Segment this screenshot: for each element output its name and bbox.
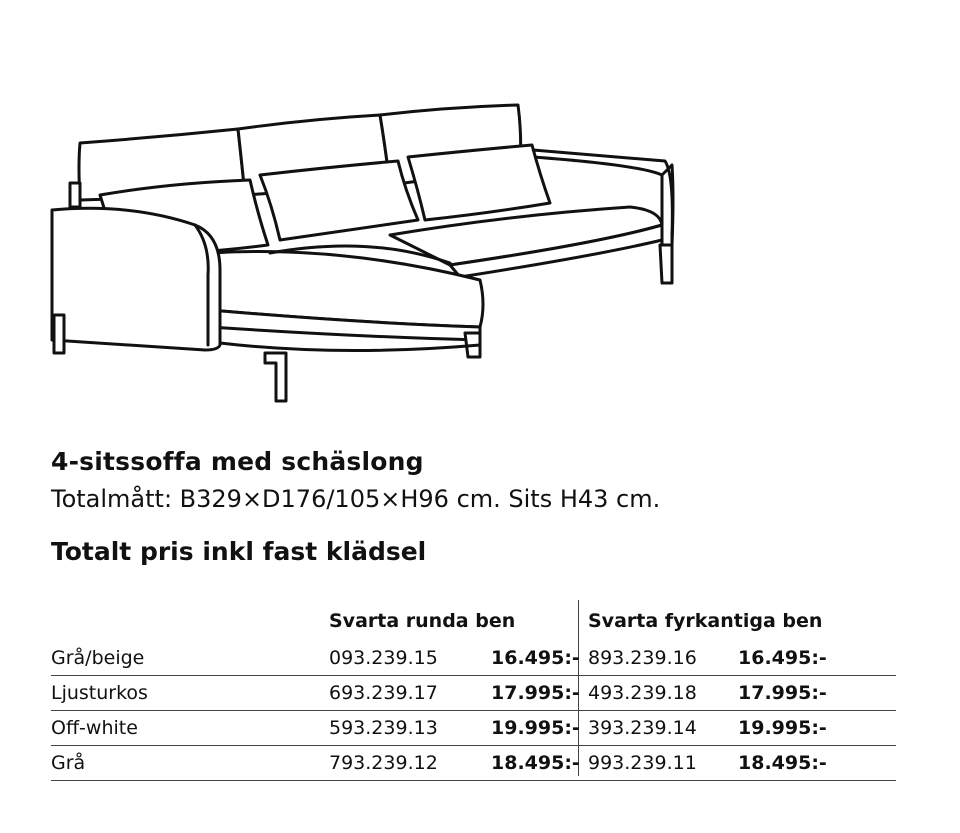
color-name: Grå <box>51 752 86 774</box>
col-header-square-legs: Svarta fyrkantiga ben <box>588 610 823 632</box>
article-number: 393.239.14 <box>588 717 697 739</box>
price: 17.995:- <box>491 682 580 704</box>
product-title: 4-sitssoffa med schäslong <box>51 447 424 476</box>
table-row <box>51 640 896 676</box>
color-name: Grå/beige <box>51 647 145 669</box>
price: 19.995:- <box>738 717 827 739</box>
article-number: 693.239.17 <box>329 682 438 704</box>
article-number: 093.239.15 <box>329 647 438 669</box>
article-number: 793.239.12 <box>329 752 438 774</box>
price: 17.995:- <box>738 682 827 704</box>
price: 16.495:- <box>491 647 580 669</box>
sofa-illustration <box>40 95 690 415</box>
article-number: 893.239.16 <box>588 647 697 669</box>
price: 16.495:- <box>738 647 827 669</box>
color-name: Ljusturkos <box>51 682 148 704</box>
price: 18.495:- <box>491 752 580 774</box>
price-heading: Totalt pris inkl fast klädsel <box>51 537 427 566</box>
col-header-round-legs: Svarta runda ben <box>329 610 516 632</box>
color-name: Off-white <box>51 717 138 739</box>
price: 18.495:- <box>738 752 827 774</box>
article-number: 593.239.13 <box>329 717 438 739</box>
table-row <box>51 675 896 711</box>
table-row <box>51 745 896 781</box>
table-row <box>51 710 896 746</box>
product-dimensions: Totalmått: B329×D176/105×H96 cm. Sits H43 cm. <box>51 485 661 513</box>
article-number: 493.239.18 <box>588 682 697 704</box>
price-table <box>51 600 896 780</box>
article-number: 993.239.11 <box>588 752 697 774</box>
price: 19.995:- <box>491 717 580 739</box>
